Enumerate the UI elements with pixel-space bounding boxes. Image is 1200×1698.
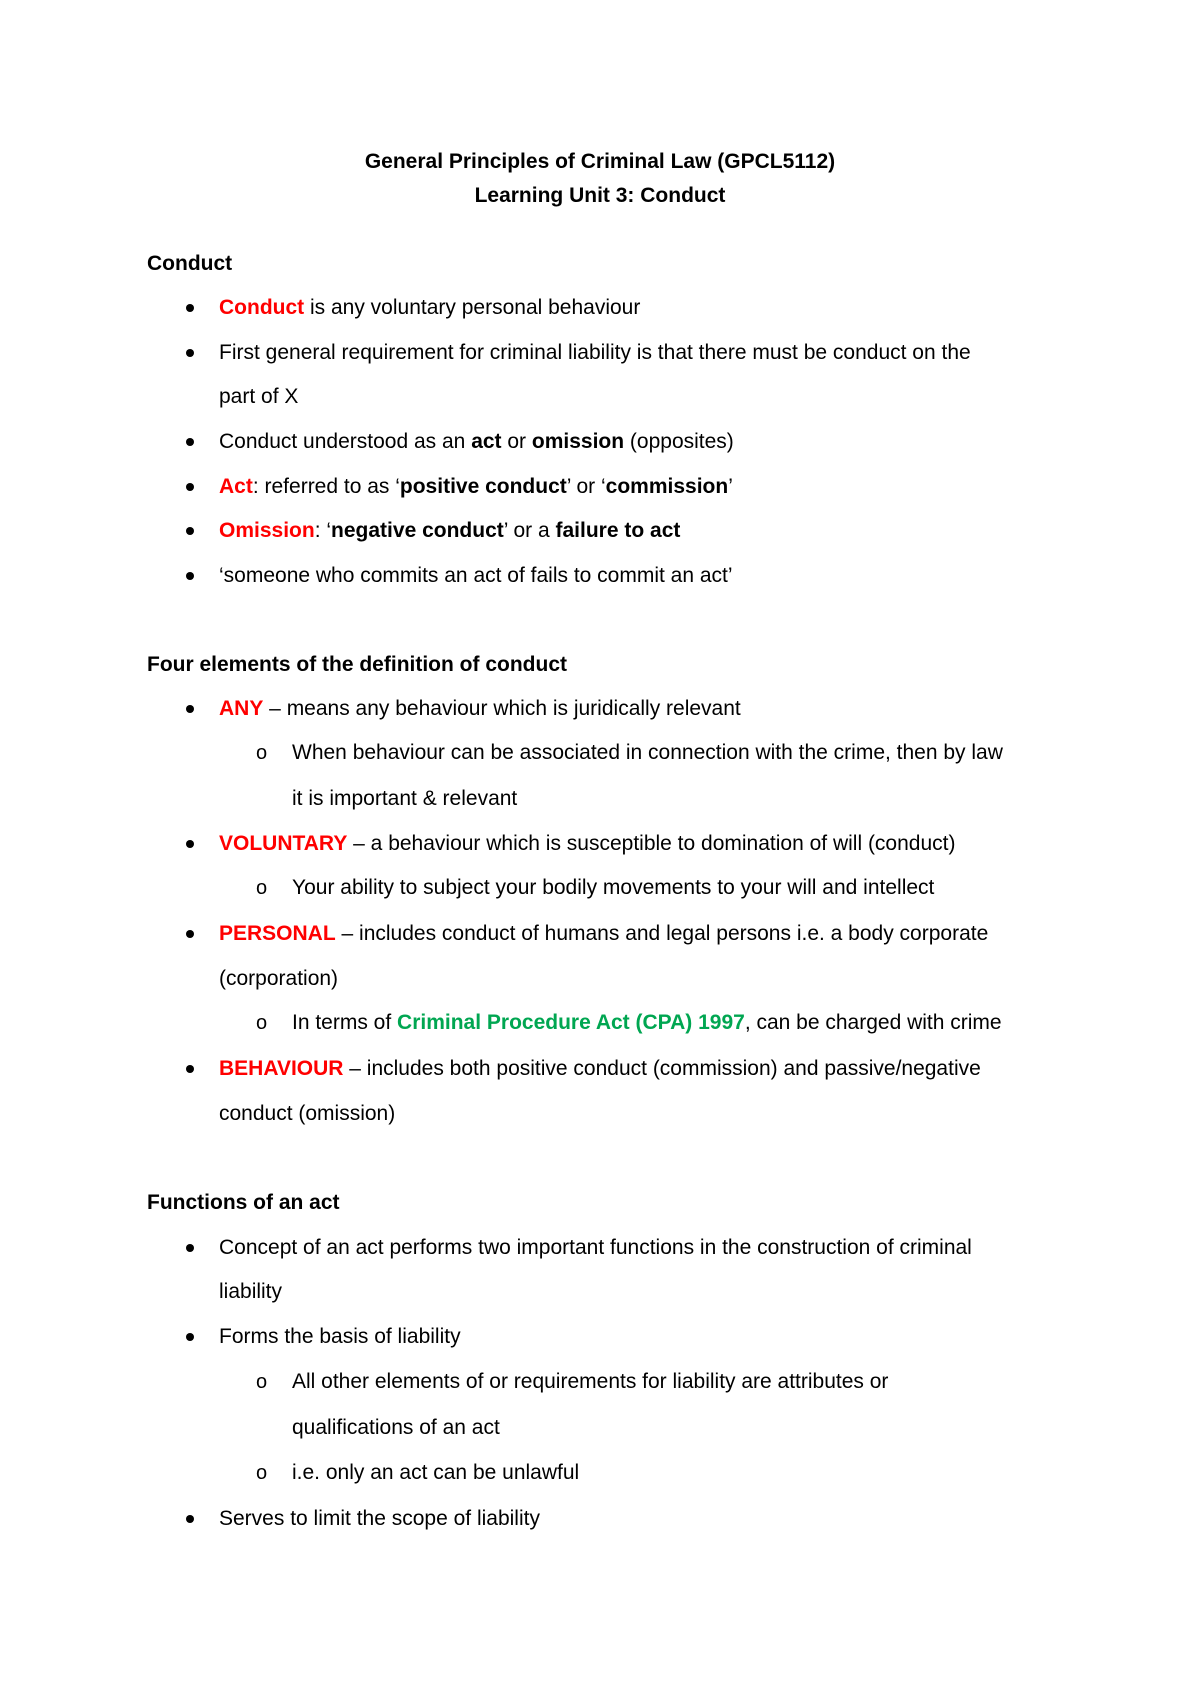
- list-item: Act: referred to as ‘positive conduct’ or ‘commission’: [219, 475, 733, 498]
- list-item: First general requirement for criminal liability is that there must be conduct on the: [219, 341, 971, 364]
- bullet-icon: [186, 840, 194, 848]
- list-item-continuation: (corporation): [219, 967, 339, 990]
- bullet-icon: [186, 483, 194, 491]
- section-heading-functions: Functions of an act: [147, 1191, 340, 1214]
- section-heading-conduct: Conduct: [147, 252, 233, 275]
- sub-list-item-continuation: qualifications of an act: [292, 1416, 500, 1439]
- sub-list-item: In terms of Criminal Procedure Act (CPA) 1997, can be charged with crime: [292, 1011, 1002, 1034]
- sub-list-item: All other elements of or requirements for liability are attributes or: [292, 1370, 889, 1393]
- circle-bullet-icon: o: [256, 877, 268, 899]
- list-item-continuation: liability: [219, 1280, 283, 1303]
- document-subtitle: Learning Unit 3: Conduct: [474, 184, 726, 207]
- bullet-icon: [186, 930, 194, 938]
- bullet-icon: [186, 527, 194, 535]
- bullet-icon: [186, 1065, 194, 1073]
- list-item: ANY – means any behaviour which is juridically relevant: [219, 697, 741, 720]
- bullet-icon: [186, 572, 194, 580]
- list-item: Conduct understood as an act or omission (opposites): [219, 430, 734, 453]
- section-heading-four-elements: Four elements of the definition of conduct: [147, 653, 567, 676]
- list-item: ‘someone who commits an act of fails to commit an act’: [219, 564, 733, 587]
- sub-list-item: i.e. only an act can be unlawful: [292, 1461, 580, 1484]
- bullet-icon: [186, 1515, 194, 1523]
- sub-list-item: When behaviour can be associated in connection with the crime, then by law: [292, 741, 1003, 764]
- list-item: Serves to limit the scope of liability: [219, 1507, 540, 1530]
- circle-bullet-icon: o: [256, 1371, 268, 1393]
- list-item: VOLUNTARY – a behaviour which is susceptible to domination of will (conduct): [219, 832, 956, 855]
- sub-list-item: Your ability to subject your bodily movements to your will and intellect: [292, 876, 935, 899]
- bullet-icon: [186, 705, 194, 713]
- sub-list-item-continuation: it is important & relevant: [292, 787, 518, 810]
- circle-bullet-icon: o: [256, 1462, 268, 1484]
- list-item-continuation: part of X: [219, 385, 299, 408]
- circle-bullet-icon: o: [256, 1012, 268, 1034]
- document-title: General Principles of Criminal Law (GPCL5112): [364, 150, 836, 173]
- list-item-continuation: conduct (omission): [219, 1102, 396, 1125]
- list-item: Concept of an act performs two important functions in the construction of criminal: [219, 1236, 972, 1259]
- list-item: Conduct is any voluntary personal behaviour: [219, 296, 641, 319]
- bullet-icon: [186, 1244, 194, 1252]
- bullet-icon: [186, 1333, 194, 1341]
- bullet-icon: [186, 349, 194, 357]
- list-item: BEHAVIOUR – includes both positive conduct (commission) and passive/negative: [219, 1057, 981, 1080]
- bullet-icon: [186, 438, 194, 446]
- list-item: PERSONAL – includes conduct of humans and legal persons i.e. a body corporate: [219, 922, 989, 945]
- list-item: Forms the basis of liability: [219, 1325, 461, 1348]
- bullet-icon: [186, 304, 194, 312]
- list-item: Omission: ‘negative conduct’ or a failure to act: [219, 519, 681, 542]
- circle-bullet-icon: o: [256, 742, 268, 764]
